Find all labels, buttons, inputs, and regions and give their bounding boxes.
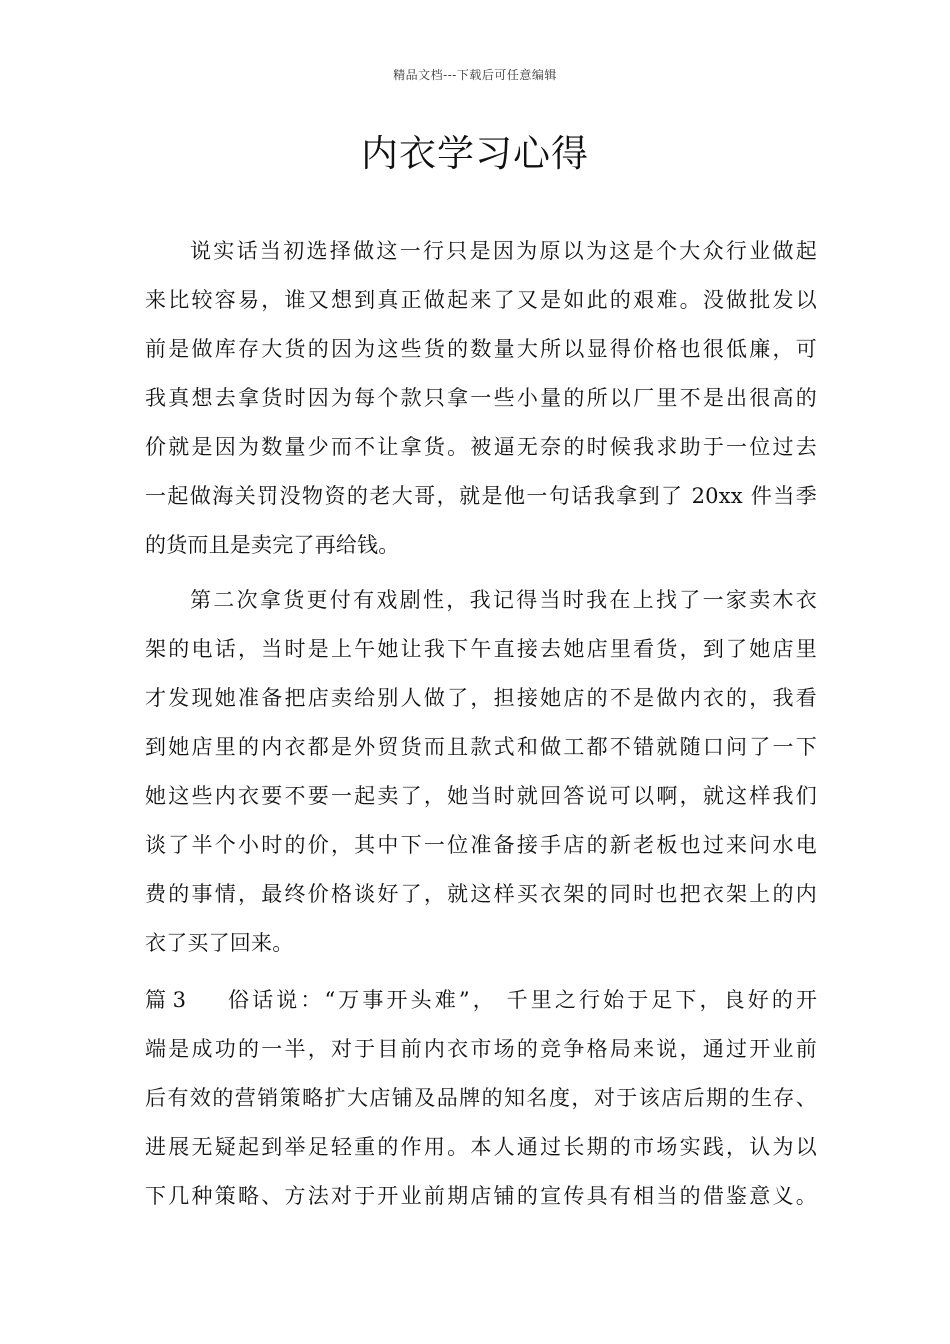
paragraph-2-line: 衣了买了回来。 bbox=[145, 931, 294, 955]
paragraph-1-line: 一起做海关罚没物资的老大哥，就是他一句话我拿到了 20xx 件当季 bbox=[145, 484, 817, 508]
paragraph-2-line: 谈了半个小时的价，其中下一位准备接手店的新老板也过来问水电 bbox=[145, 833, 817, 857]
paragraph-2-line: 架的电话，当时是上午她让我下午直接去她店里看货，到了她店里 bbox=[145, 637, 817, 661]
paragraph-2-line: 才发现她准备把店卖给别人做了，担接她店的不是做内衣的，我看 bbox=[145, 686, 817, 710]
paragraph-3-line: 进展无疑起到举足轻重的作用。本人通过长期的市场实践，认为以 bbox=[145, 1135, 817, 1159]
paragraph-1-line: 价就是因为数量少而不让拿货。被逼无奈的时候我求助于一位过去 bbox=[145, 435, 817, 459]
paragraph-2-line: 到她店里的内衣都是外贸货而且款式和做工都不错就随口问了一下 bbox=[145, 735, 817, 759]
header-note: 精品文档---下载后可任意编辑 bbox=[393, 68, 557, 82]
paragraph-1-line: 前是做库存大货的因为这些货的数量大所以显得价格也很低廉，可 bbox=[145, 337, 817, 361]
paragraph-3-line: 后有效的营销策略扩大店铺及品牌的知名度，对于该店后期的生存、 bbox=[145, 1086, 817, 1110]
paragraph-3-line: 端是成功的一半，对于目前内衣市场的竞争格局来说，通过开业前 bbox=[145, 1037, 817, 1061]
page-title: 内衣学习心得 bbox=[361, 132, 589, 175]
paragraph-3-line: 下几种策略、方法对于开业前期店铺的宣传具有相当的借鉴意义。 bbox=[145, 1184, 817, 1208]
paragraph-3-line: 俗话说：“万事开头难”， 千里之行始于足下，良好的开 bbox=[228, 988, 817, 1012]
paragraph-1-line: 说实话当初选择做这一行只是因为原以为这是个大众行业做起 bbox=[190, 239, 817, 263]
paragraph-2-line: 她这些内衣要不要一起卖了，她当时就回答说可以啊，就这样我们 bbox=[145, 784, 817, 808]
paragraph-2-line: 第二次拿货更付有戏剧性，我记得当时我在上找了一家卖木衣 bbox=[190, 588, 817, 612]
section-label: 篇 3 bbox=[145, 988, 187, 1012]
paragraph-1-line: 我真想去拿货时因为每个款只拿一些小量的所以厂里不是出很高的 bbox=[145, 386, 817, 410]
paragraph-1-line: 来比较容易，谁又想到真正做起来了又是如此的艰难。没做批发以 bbox=[145, 288, 817, 312]
paragraph-2-line: 费的事情，最终价格谈好了，就这样买衣架的同时也把衣架上的内 bbox=[145, 882, 817, 906]
paragraph-1-line: 的货而且是卖完了再给钱。 bbox=[145, 533, 400, 557]
